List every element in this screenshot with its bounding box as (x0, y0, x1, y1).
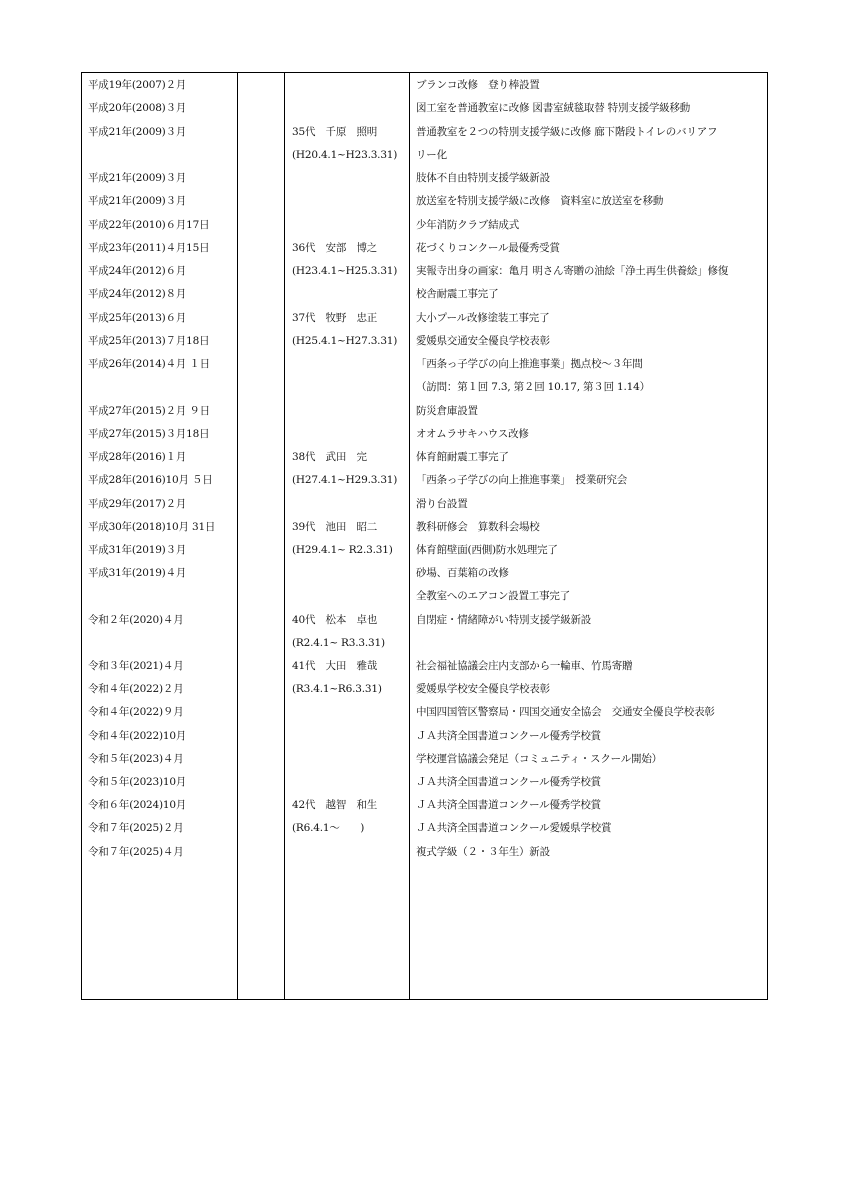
principal-cell: (R3.4.1~R6.3.31) (292, 683, 382, 695)
date-cell: 平成20年(2008)３月 (88, 102, 187, 114)
column-divider (409, 73, 410, 999)
date-cell: 平成25年(2013)７月18日 (88, 335, 210, 347)
date-cell: 令和７年(2025)４月 (88, 846, 184, 858)
principal-cell: (H25.4.1~H27.3.31) (292, 335, 398, 347)
date-cell: 令和４年(2022)９月 (88, 706, 184, 718)
principal-cell: 38代 武田 完 (292, 451, 367, 463)
date-cell: 平成24年(2012)８月 (88, 288, 187, 300)
date-cell: 平成27年(2015)２月 ９日 (88, 405, 210, 417)
event-cell: オオムラサキハウス改修 (416, 428, 529, 440)
event-cell: 防災倉庫設置 (416, 405, 478, 417)
principal-cell: 37代 牧野 忠正 (292, 312, 378, 324)
event-cell: 教科研修会 算数科会場校 (416, 521, 540, 533)
event-cell: 全教室へのエアコン設置工事完了 (416, 590, 570, 602)
date-cell: 平成21年(2009)３月 (88, 195, 187, 207)
event-cell: リー化 (416, 149, 447, 161)
date-cell: 令和２年(2020)４月 (88, 614, 184, 626)
column-divider (237, 73, 238, 999)
event-cell: 「西条っ子学びの向上推進事業」 授業研究会 (416, 474, 628, 486)
principal-cell: (H29.4.1~ R2.3.31) (292, 544, 393, 556)
date-cell: 平成23年(2011)４月15日 (88, 242, 210, 254)
event-cell: 社会福祉協議会庄内支部から一輪車、竹馬寄贈 (416, 660, 633, 672)
date-cell: 平成28年(2016)10月 ５日 (88, 474, 213, 486)
event-cell: 校舎耐震工事完了 (416, 288, 499, 300)
event-cell: ＪＡ共済全国書道コンクール優秀学校賞 (416, 776, 601, 788)
event-cell: ＪＡ共済全国書道コンクール優秀学校賞 (416, 730, 601, 742)
principal-cell: 35代 千原 照明 (292, 126, 378, 138)
date-cell: 平成30年(2018)10月 31日 (88, 521, 216, 533)
date-cell: 平成27年(2015)３月18日 (88, 428, 210, 440)
event-cell: 図工室を普通教室に改修 図書室絨毯取替 特別支援学級移動 (416, 102, 691, 114)
date-cell: 令和５年(2023)10月 (88, 776, 187, 788)
event-cell: 実報寺出身の画家：亀月 明さん寄贈の油絵「浄土再生供養絵」修復 (416, 265, 729, 277)
date-cell: 令和４年(2022)２月 (88, 683, 184, 695)
event-cell: ブランコ改修 登り棒設置 (416, 79, 540, 91)
event-cell: 体育館耐震工事完了 (416, 451, 509, 463)
event-cell: 体育館壁面(西側)防水処理完了 (416, 544, 558, 556)
event-cell: 大小プール改修塗装工事完了 (416, 312, 550, 324)
date-cell: 令和７年(2025)２月 (88, 822, 184, 834)
date-cell: 平成19年(2007)２月 (88, 79, 187, 91)
principal-cell: 41代 大田 雅哉 (292, 660, 378, 672)
event-cell: 少年消防クラブ結成式 (416, 219, 519, 231)
date-cell: 平成25年(2013)６月 (88, 312, 187, 324)
principal-cell: (H20.4.1~H23.3.31) (292, 149, 398, 161)
event-cell: ＪＡ共済全国書道コンクール優秀学校賞 (416, 799, 601, 811)
date-cell: 平成24年(2012)６月 (88, 265, 187, 277)
event-cell: 肢体不自由特別支援学級新設 (416, 172, 550, 184)
principal-cell: (R6.4.1～ ) (292, 822, 365, 834)
event-cell: 滑り台設置 (416, 498, 468, 510)
event-cell: 普通教室を２つの特別支援学級に改修 廊下階段トイレのバリアフ (416, 126, 718, 138)
event-cell: 放送室を特別支援学級に改修 資料室に放送室を移動 (416, 195, 664, 207)
event-cell: 花づくりコンクール最優秀受賞 (416, 242, 560, 254)
column-divider (284, 73, 285, 999)
principal-cell: 42代 越智 和生 (292, 799, 378, 811)
principal-cell: (H23.4.1~H25.3.31) (292, 265, 398, 277)
date-cell: 令和５年(2023)４月 (88, 753, 184, 765)
date-cell: 平成28年(2016)１月 (88, 451, 187, 463)
principal-cell: 39代 池田 昭二 (292, 521, 378, 533)
date-cell: 令和６年(2024)10月 (88, 799, 187, 811)
event-cell: 複式学級（２・３年生）新設 (416, 846, 550, 858)
event-cell: ＪＡ共済全国書道コンクール愛媛県学校賞 (416, 822, 612, 834)
history-table (81, 72, 768, 1000)
event-cell: 自閉症・情緒障がい特別支援学級新設 (416, 614, 592, 626)
date-cell: 平成26年(2014)４月 １日 (88, 358, 210, 370)
date-cell: 平成21年(2009)３月 (88, 126, 187, 138)
event-cell: 愛媛県交通安全優良学校表彰 (416, 335, 550, 347)
event-cell: 「西条っ子学びの向上推進事業」拠点校～３年間 (416, 358, 643, 370)
principal-cell: (H27.4.1~H29.3.31) (292, 474, 398, 486)
date-cell: 平成29年(2017)２月 (88, 498, 187, 510)
date-cell: 平成31年(2019)４月 (88, 567, 187, 579)
principal-cell: (R2.4.1~ R3.3.31) (292, 637, 385, 649)
date-cell: 令和４年(2022)10月 (88, 730, 187, 742)
event-cell: （訪問：第１回 7.3, 第２回 10.17, 第３回 1.14） (416, 381, 650, 393)
principal-cell: 40代 松本 卓也 (292, 614, 378, 626)
date-cell: 令和３年(2021)４月 (88, 660, 184, 672)
event-cell: 中国四国管区警察局・四国交通安全協会 交通安全優良学校表彰 (416, 706, 715, 718)
date-cell: 平成21年(2009)３月 (88, 172, 187, 184)
date-cell: 平成22年(2010)６月17日 (88, 219, 210, 231)
event-cell: 学校運営協議会発足（コミュニティ・スクール開始） (416, 753, 662, 765)
event-cell: 砂場、百葉箱の改修 (416, 567, 509, 579)
principal-cell: 36代 安部 博之 (292, 242, 378, 254)
date-cell: 平成31年(2019)３月 (88, 544, 187, 556)
event-cell: 愛媛県学校安全優良学校表彰 (416, 683, 550, 695)
